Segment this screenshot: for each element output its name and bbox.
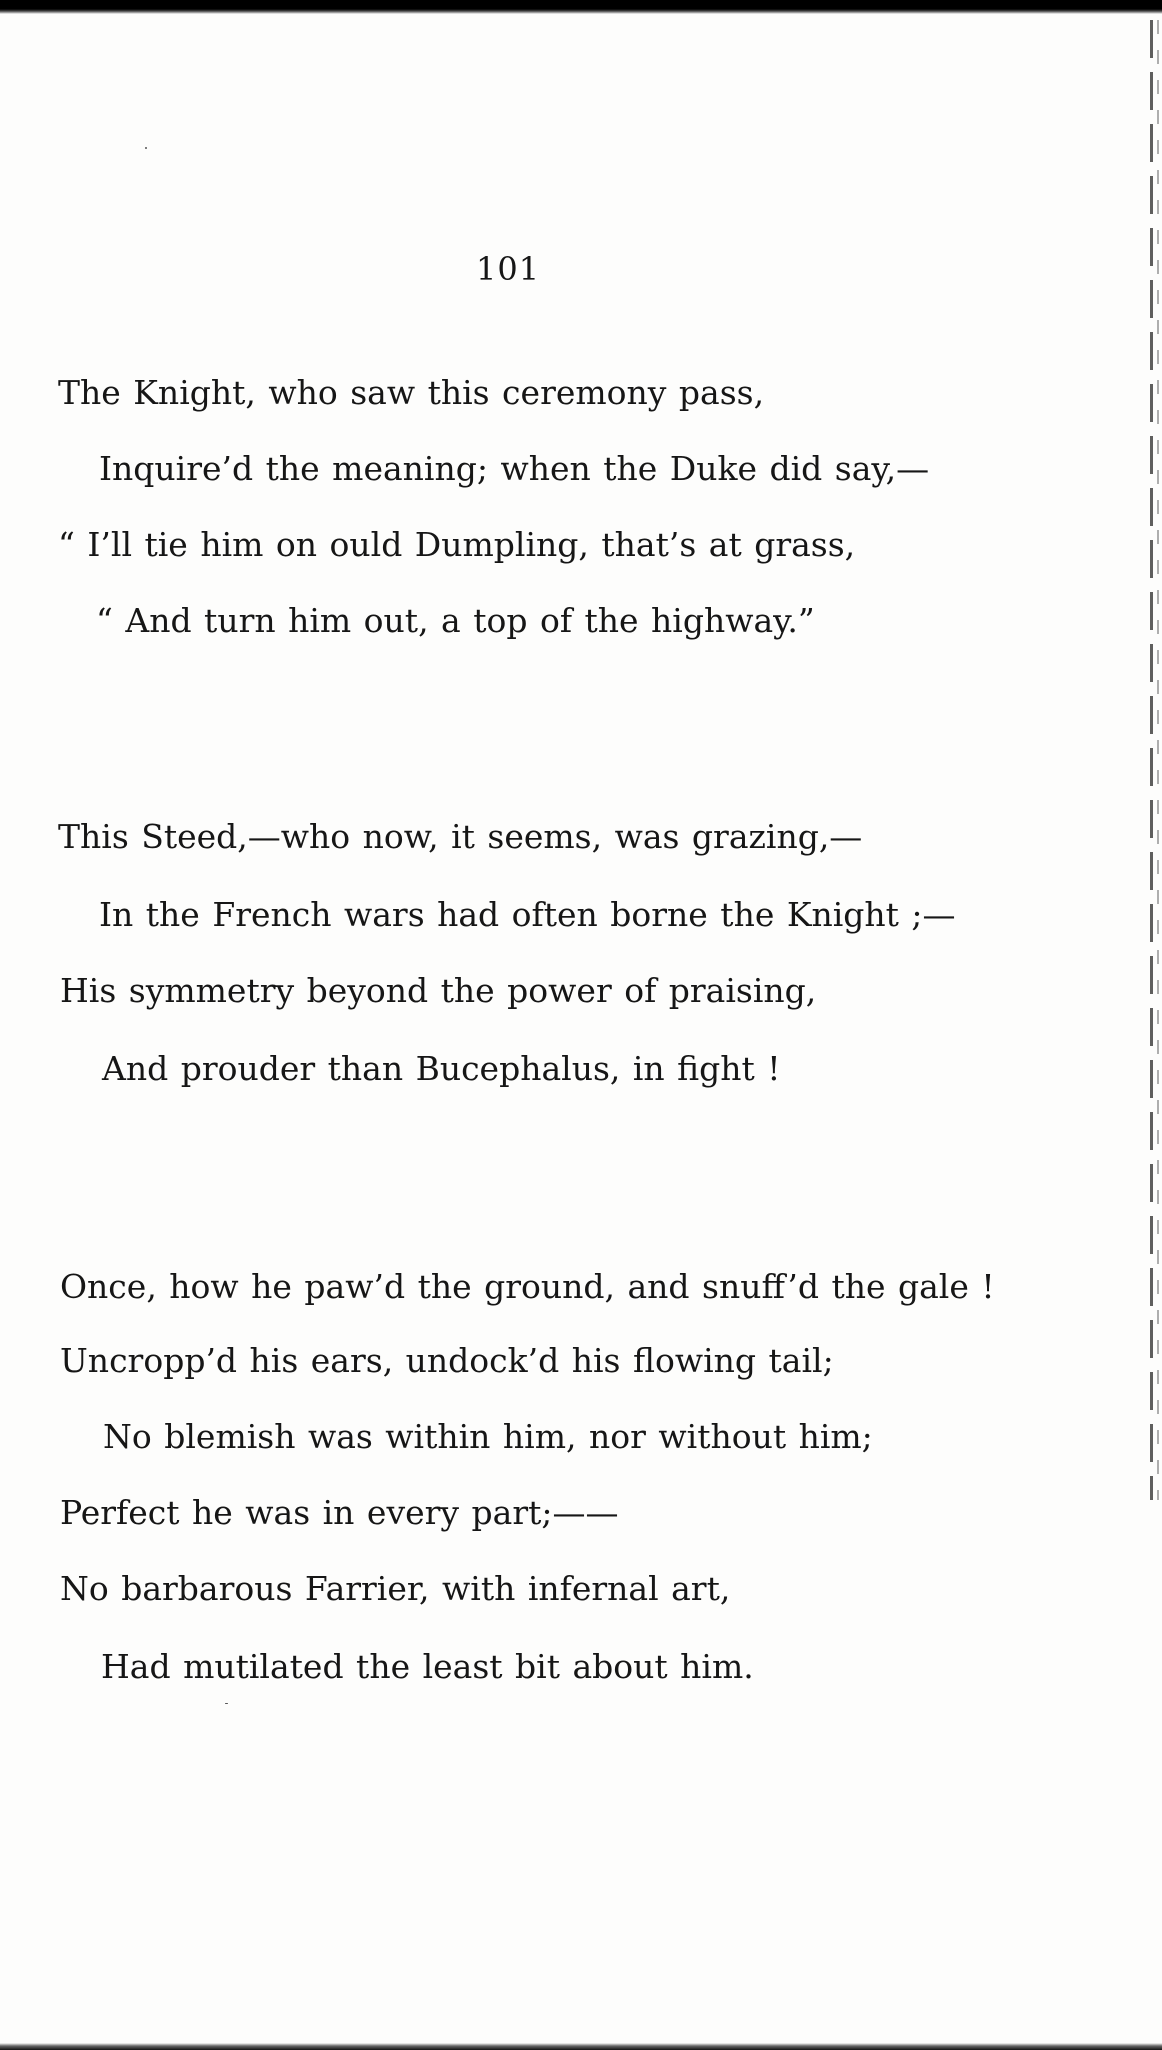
- page-top-edge: [0, 0, 1162, 14]
- page-bottom-edge: [0, 2043, 1162, 2050]
- verse-line: His symmetry beyond the power of praising,: [60, 971, 817, 1010]
- verse-line: “ And turn him out, a top of the highway.”: [96, 601, 815, 640]
- verse-line: In the French wars had often borne the Knight ;—: [99, 895, 956, 934]
- verse-line: “ I’ll tie him on ould Dumpling, that’s at grass,: [58, 525, 856, 564]
- paper-speck: [145, 147, 147, 149]
- verse-line: Once, how he paw’d the ground, and snuff’d the gale !: [60, 1267, 995, 1306]
- verse-line: Had mutilated the least bit about him.: [101, 1647, 754, 1686]
- page-number: 101: [476, 250, 541, 288]
- page-right-edge: [1150, 20, 1153, 1500]
- verse-line: Perfect he was in every part;——: [60, 1493, 619, 1532]
- verse-line: Inquire’d the meaning; when the Duke did say,—: [99, 449, 930, 488]
- verse-line: And prouder than Bucephalus, in fight !: [102, 1049, 781, 1088]
- verse-line: Uncropp’d his ears, undock’d his flowing tail;: [60, 1341, 834, 1380]
- page-right-edge-outer: [1157, 20, 1159, 1500]
- verse-line: The Knight, who saw this ceremony pass,: [58, 373, 765, 412]
- paper-speck: [225, 1703, 228, 1704]
- verse-line: No blemish was within him, nor without him;: [103, 1417, 873, 1456]
- verse-line: This Steed,—who now, it seems, was grazing,—: [58, 817, 863, 856]
- verse-line: No barbarous Farrier, with infernal art,: [60, 1569, 731, 1608]
